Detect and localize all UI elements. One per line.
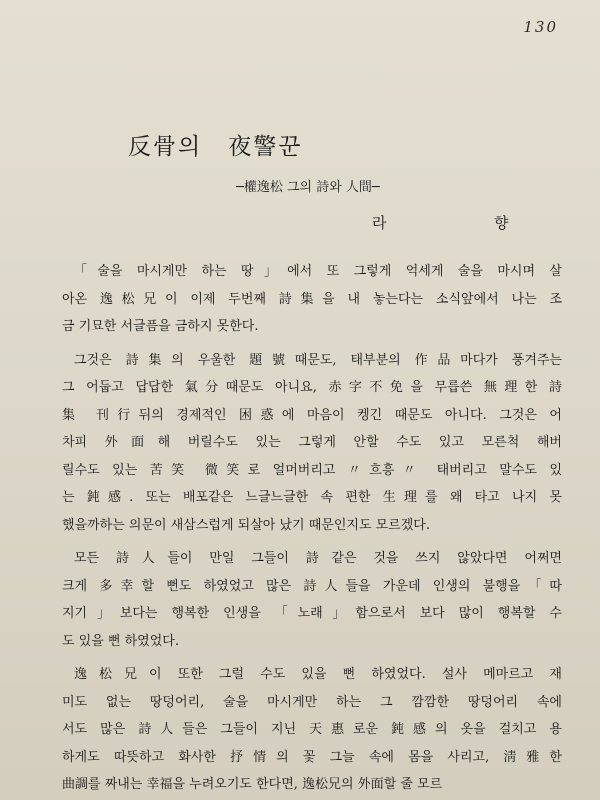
text-line: 지기」보다는 행복한 인생을 「노래」함으로서 보다 많이 행복할 수: [62, 606, 562, 621]
text-line: 모든 詩人들이 만일 그들이 詩같은 것을 쓰지 않았다면 어쩌면: [74, 551, 562, 566]
paragraph: [62, 545, 562, 655]
paragraph: [62, 347, 562, 540]
text-line: 미도 없는 땅덩어리, 술을 마시게만 하는 그 깜깜한 땅덩어리 속에: [62, 694, 562, 710]
essay-subtitle: ─權逸松 그의 詩와 人間─: [236, 180, 380, 195]
paragraph: [62, 661, 562, 799]
text-line: 금 기묘한 서글픔을 금하지 못한다.: [62, 319, 259, 334]
text-line: 차피 外面해 버릴수도 있는 그렇게 안할 수도 있고 모른척 해버: [62, 435, 562, 450]
author-name-second: 향: [494, 214, 509, 232]
page-number: 130: [523, 18, 558, 36]
essay-title-part2: 夜警꾼: [228, 134, 303, 160]
essay-title: [128, 128, 302, 161]
text-line: 크게 多幸할 뻔도 하였었고 많은 詩人들을 가운데 인생의 불행을「따: [62, 578, 562, 594]
essay-title-part1: 反骨의: [128, 134, 203, 160]
text-line: 그 어둡고 답답한 氣分때문도 아니요, 赤字不免을 무릅쓴 無理한 詩: [62, 380, 562, 395]
text-line: 「술을 마시게만 하는 땅」에서 또 그렇게 억세게 술을 마시며 살: [74, 264, 562, 279]
text-line: 는 鈍感. 또는 배포같은 느글느글한 속 편한 生理를 왜 타고 나지 못: [62, 490, 562, 505]
text-line: 릴수도 있는 苦笑 微笑로 얼머버리고 〃흐흥〃 태버리고 말수도 있: [62, 462, 562, 478]
author-name-first: 라: [372, 214, 387, 232]
author-name: [0, 212, 600, 236]
text-line: 曲調를 짜내는 幸福을 누려오기도 한다면, 逸松兄의 外面할 줄 모르: [62, 777, 443, 792]
text-line: 그것은 詩集의 우울한 題號때문도, 태부분의 作品마다가 풍겨주는: [74, 352, 562, 368]
text-line: 逸松兄이 또한 그럴 수도 있을 뻔 하였었다. 설사 메마르고 재: [74, 667, 562, 682]
text-line: 集 刊行뒤의 경제적인 困惑에 마음이 켕긴 때문도 아니다. 그것은 어: [62, 407, 562, 423]
text-line: 도 있을 뻔 하였었다.: [62, 633, 179, 649]
text-line: 하게도 따뜻하고 화사한 抒情의 꽃 그늘 속에 몸을 사리고, 淸雅한: [62, 749, 562, 765]
text-line: 했을까하는 의문이 새삼스럽게 되살아 났기 때문인지도 모르겠다.: [62, 517, 430, 533]
essay-body: [62, 258, 562, 799]
text-line: 서도 많은 詩人들은 그들이 지닌 天惠로운 鈍感의 옷을 걸치고 용: [62, 722, 562, 737]
text-line: 아온 逸松兄이 이제 두번째 詩集을 내 놓는다는 소식앞에서 나는 조: [62, 291, 562, 307]
paragraph: [62, 258, 562, 341]
